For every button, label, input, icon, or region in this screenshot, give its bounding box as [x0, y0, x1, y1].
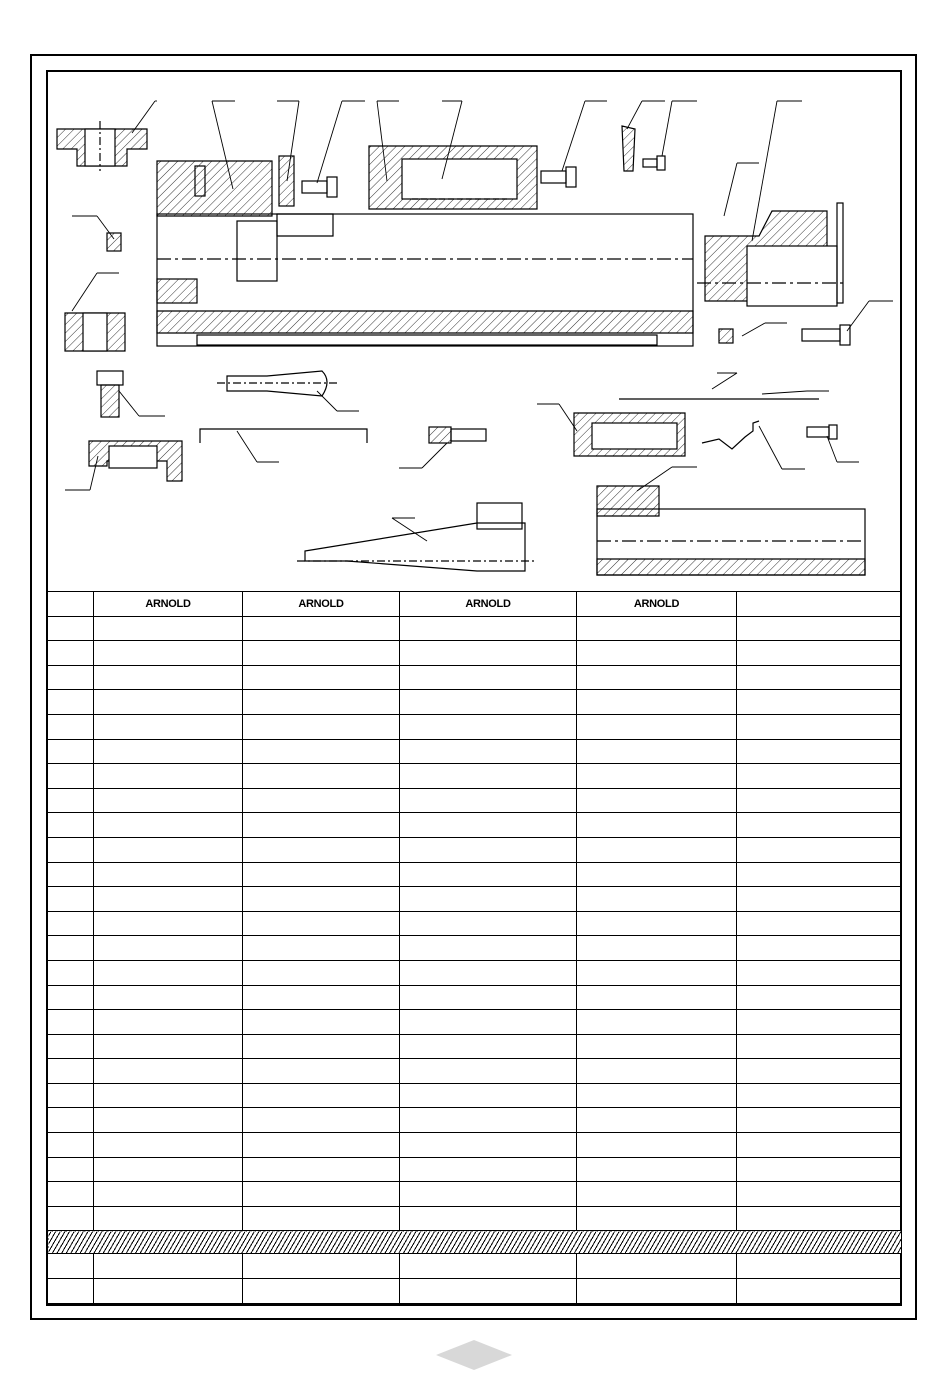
table-cell [737, 1108, 902, 1133]
leaf-spring [702, 421, 759, 449]
table-cell [94, 1010, 243, 1035]
table-cell [737, 985, 902, 1010]
table-cell [243, 1010, 400, 1035]
table-row [48, 1010, 902, 1035]
table-cell [400, 665, 577, 690]
hatched-separator-row [48, 1231, 902, 1254]
table-cell [577, 1059, 737, 1084]
table-cell [94, 641, 243, 666]
table-cell [577, 985, 737, 1010]
table-cell [48, 960, 94, 985]
table-cell [577, 641, 737, 666]
table-cell [577, 1010, 737, 1035]
rear-housing-part [157, 161, 272, 216]
table-cell [577, 1279, 737, 1304]
table-cell [577, 813, 737, 838]
main-spindle-body [157, 214, 693, 346]
table-row [48, 1206, 902, 1231]
table-cell [737, 1133, 902, 1158]
table-cell [400, 1034, 577, 1059]
table-cell [400, 616, 577, 641]
table-cell [400, 1157, 577, 1182]
table-row [48, 1279, 902, 1304]
parts-list-table [47, 591, 902, 1304]
table-cell [243, 862, 400, 887]
table-cell [400, 1254, 577, 1279]
table-row [48, 813, 902, 838]
table-cell [737, 911, 902, 936]
table-cell [48, 1083, 94, 1108]
table-row [48, 641, 902, 666]
header-cell-brand: ARNOLD [94, 592, 243, 617]
table-cell [243, 690, 400, 715]
table-cell [243, 1133, 400, 1158]
table-row [48, 764, 902, 789]
table-cell [243, 887, 400, 912]
table-cell [48, 1034, 94, 1059]
header-cell-brand: ARNOLD [400, 592, 577, 617]
table-cell [243, 641, 400, 666]
table-cell [737, 936, 902, 961]
table-cell [94, 837, 243, 862]
table-cell [400, 641, 577, 666]
table-cell [94, 1108, 243, 1133]
table-cell [737, 960, 902, 985]
table-cell [48, 985, 94, 1010]
table-cell [94, 714, 243, 739]
table-row [48, 960, 902, 985]
table-cell [400, 1133, 577, 1158]
t-nut-part [57, 121, 147, 171]
table-cell [243, 616, 400, 641]
table-cell [48, 788, 94, 813]
table-cell [94, 788, 243, 813]
table-cell [48, 1133, 94, 1158]
table-cell [400, 714, 577, 739]
table-cell [243, 739, 400, 764]
table-cell [737, 739, 902, 764]
table-row [48, 665, 902, 690]
table-cell [94, 1083, 243, 1108]
table-cell [737, 1034, 902, 1059]
table-cell [48, 739, 94, 764]
table-cell [577, 1157, 737, 1182]
table-cell [243, 1108, 400, 1133]
lever-handle-part [297, 503, 537, 571]
table-cell [48, 690, 94, 715]
table-cell [577, 616, 737, 641]
left-small-parts [65, 233, 182, 481]
table-cell [577, 862, 737, 887]
table-cell [243, 1182, 400, 1207]
table-row [48, 1254, 902, 1279]
table-cell [737, 887, 902, 912]
table-cell [243, 714, 400, 739]
table-cell [243, 813, 400, 838]
table-row [48, 837, 902, 862]
table-cell [737, 714, 902, 739]
table-cell [94, 1157, 243, 1182]
table-cell [243, 1254, 400, 1279]
table-cell [48, 813, 94, 838]
table-row [48, 1157, 902, 1182]
table-cell [243, 1059, 400, 1084]
table-cell [94, 936, 243, 961]
table-cell [400, 862, 577, 887]
table-cell [737, 862, 902, 887]
table-cell [94, 1034, 243, 1059]
table-cell [737, 641, 902, 666]
table-cell [577, 739, 737, 764]
table-cell [94, 1279, 243, 1304]
table-cell [48, 1182, 94, 1207]
table-cell [577, 887, 737, 912]
table-cell [577, 788, 737, 813]
table-cell [243, 985, 400, 1010]
table-row [48, 739, 902, 764]
table-cell [400, 936, 577, 961]
table-cell [48, 616, 94, 641]
table-cell [737, 1010, 902, 1035]
table-cell [48, 764, 94, 789]
table-cell [737, 1083, 902, 1108]
table-cell [400, 1083, 577, 1108]
table-cell [243, 936, 400, 961]
table-cell [243, 1279, 400, 1304]
table-cell [48, 665, 94, 690]
table-cell [94, 813, 243, 838]
table-cell [243, 665, 400, 690]
table-row [48, 690, 902, 715]
table-cell [400, 911, 577, 936]
table-cell [737, 1206, 902, 1231]
table-cell [737, 1254, 902, 1279]
table-cell [243, 1157, 400, 1182]
table-cell [48, 1010, 94, 1035]
table-cell [94, 862, 243, 887]
table-cell [577, 764, 737, 789]
header-cell-empty [737, 592, 902, 617]
table-row [48, 616, 902, 641]
table-cell [94, 739, 243, 764]
table-cell [737, 690, 902, 715]
table-row [48, 862, 902, 887]
wire-bracket [200, 429, 367, 443]
table-cell [94, 616, 243, 641]
table-cell [577, 960, 737, 985]
table-cell [48, 1279, 94, 1304]
table-cell [400, 788, 577, 813]
table-cell [48, 641, 94, 666]
table-header-row [48, 592, 902, 617]
table-cell [577, 1083, 737, 1108]
table-cell [400, 1279, 577, 1304]
table-row [48, 714, 902, 739]
table-cell [94, 887, 243, 912]
table-cell [400, 1108, 577, 1133]
table-cell [737, 788, 902, 813]
table-cell [48, 1206, 94, 1231]
table-cell [48, 911, 94, 936]
table-cell [48, 1059, 94, 1084]
table-body [48, 616, 902, 1231]
table-cell [400, 1010, 577, 1035]
table-cell [48, 714, 94, 739]
table-footer [48, 1254, 902, 1303]
table-cell [400, 764, 577, 789]
hatched-separator-cell [48, 1231, 902, 1254]
table-cell [94, 690, 243, 715]
table-cell [243, 788, 400, 813]
table-cell [94, 1206, 243, 1231]
table-row [48, 936, 902, 961]
table-cell [577, 1182, 737, 1207]
exploded-parts-drawing [47, 71, 901, 591]
table-row [48, 788, 902, 813]
header-cell-brand: ARNOLD [243, 592, 400, 617]
table-cell [400, 960, 577, 985]
table-cell [737, 1059, 902, 1084]
table-row [48, 985, 902, 1010]
table-cell [400, 690, 577, 715]
pinion-part [429, 427, 486, 443]
table-cell [577, 837, 737, 862]
page-marker-diamond-icon [436, 1340, 512, 1370]
table-cell [737, 1157, 902, 1182]
table-cell [94, 1133, 243, 1158]
table-row [48, 1108, 902, 1133]
table-cell [48, 1254, 94, 1279]
table-cell [400, 837, 577, 862]
table-cell [400, 887, 577, 912]
table-cell [48, 862, 94, 887]
table-cell [94, 985, 243, 1010]
table-cell [577, 1034, 737, 1059]
header-cell-number [48, 592, 94, 617]
table-cell [243, 1034, 400, 1059]
table-cell [737, 1279, 902, 1304]
table-cell [48, 1157, 94, 1182]
table-row [48, 1034, 902, 1059]
table-cell [400, 739, 577, 764]
table-cell [737, 616, 902, 641]
table-cell [400, 813, 577, 838]
table-cell [577, 936, 737, 961]
table-cell [243, 960, 400, 985]
table-row [48, 911, 902, 936]
table-row [48, 1059, 902, 1084]
table-cell [577, 1254, 737, 1279]
handle-grip-part [217, 371, 337, 396]
table-cell [577, 690, 737, 715]
table-cell [737, 665, 902, 690]
table-cell [400, 1206, 577, 1231]
table-cell [243, 1206, 400, 1231]
table-cell [243, 764, 400, 789]
table-cell [400, 985, 577, 1010]
assembled-spindle-view [597, 486, 865, 575]
table-cell [94, 764, 243, 789]
table-cell [737, 1182, 902, 1207]
table-cell [577, 1206, 737, 1231]
table-row [48, 1182, 902, 1207]
table-cell [94, 1254, 243, 1279]
table-cell [94, 960, 243, 985]
table-cell [577, 1133, 737, 1158]
table-cell [94, 1182, 243, 1207]
table-cell [577, 1108, 737, 1133]
clamp-block-part [369, 146, 537, 209]
table-cell [400, 1059, 577, 1084]
table-cell [48, 837, 94, 862]
table-cell [48, 887, 94, 912]
table-cell [48, 1108, 94, 1133]
right-tool-holder [697, 203, 847, 306]
table-cell [243, 911, 400, 936]
table-cell [577, 665, 737, 690]
table-cell [737, 837, 902, 862]
table-cell [577, 911, 737, 936]
table-row [48, 1133, 902, 1158]
table-cell [94, 911, 243, 936]
table-cell [400, 1182, 577, 1207]
header-cell-brand: ARNOLD [577, 592, 737, 617]
lower-clamp-block [574, 413, 685, 456]
table-cell [737, 813, 902, 838]
table-cell [577, 714, 737, 739]
table-cell [737, 764, 902, 789]
table-cell [94, 1059, 243, 1084]
table-row [48, 1083, 902, 1108]
table-cell [94, 665, 243, 690]
table-cell [48, 936, 94, 961]
table-cell [243, 1083, 400, 1108]
table-row [48, 887, 902, 912]
table-cell [243, 837, 400, 862]
